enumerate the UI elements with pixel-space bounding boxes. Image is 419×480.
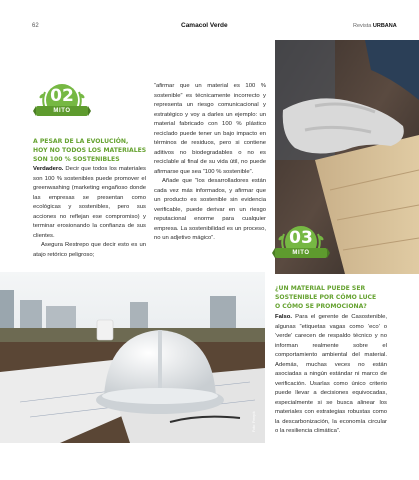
myth-label: MITO: [292, 250, 310, 256]
myth-02-badge: [33, 80, 91, 124]
myth-03-body: Falso. Para el gerente de Casostenible, algunas “etiquetas vagas como ‘eco’ o ‘verde’ carecen de respaldo técnico y no informan realmente sobre el comportamiento ambiental del material. Además, muchas veces no están asociadas a ningún estándar ni marco de verificación. Usarlas como único criterio puede llevar a decisiones equivocadas, especialmente si se busca alinear los materiales con estrategias robustas como la descarbonización, la economía circular o la resiliencia climática”.: [275, 314, 387, 434]
magazine-name: Revista URBANA: [353, 23, 397, 29]
page-header: [0, 0, 419, 40]
myth-03-heading: ¿UN MATERIAL PUEDE SER SOSTENIBLE POR CÓMO LUCE O CÓMO SE PROMOCIONA?: [275, 285, 377, 310]
page-number: 62: [32, 23, 39, 29]
photo-credit: Foto: Freepik: [252, 411, 256, 432]
myth-number: 03: [289, 228, 313, 248]
myth-02-heading: A PESAR DE LA EVOLUCIÓN, HOY NO TODOS LOS MATERIALES SON 100 % SOSTENIBLES: [33, 138, 147, 163]
myth-02-body-col1: Verdadero. Decir que todos los materiales son 100 % sostenibles puede promover el greenwashing (marketing engañoso donde las empresas se presentan como ecológicas y sostenibles, pero sus acciones no reflejan ese compromiso) y terminar erosionando la confianza de sus clientes. Asegura Restrepo que decir esto es un atajo retórico peligroso;: [33, 166, 146, 258]
myth-03-badge: [272, 222, 330, 266]
myth-label: MITO: [53, 108, 71, 114]
verdict-label: Falso.: [275, 314, 293, 320]
hard-hat-photo: [0, 272, 265, 443]
myth-number: 02: [50, 86, 74, 106]
myth-02-body-col2: “afirmar que un material es 100 % sostenible” es técnicamente incorrecto y representa un riesgo comunicacional y estratégico y voy a darles un ejemplo: un material fabricado con 100 % plástico reciclado puede tener un bajo impacto en términos de residuos, pero si contiene aditivos no biodegradables o no es reciclable al final de su vida útil, no puede afirmarse que sea “100 % sostenible”. Añade que “los desarrolladores están cada vez más informados, y afirmar que un producto es sostenible sin evidencia verificable, puede derivar en un riesgo reputacional enorme para cualquier empresa. La sostenibilidad es un proceso, no un adjetivo mágico”.: [154, 83, 266, 241]
verdict-label: Verdadero.: [33, 166, 64, 172]
section-title: Camacol Verde: [181, 22, 228, 29]
